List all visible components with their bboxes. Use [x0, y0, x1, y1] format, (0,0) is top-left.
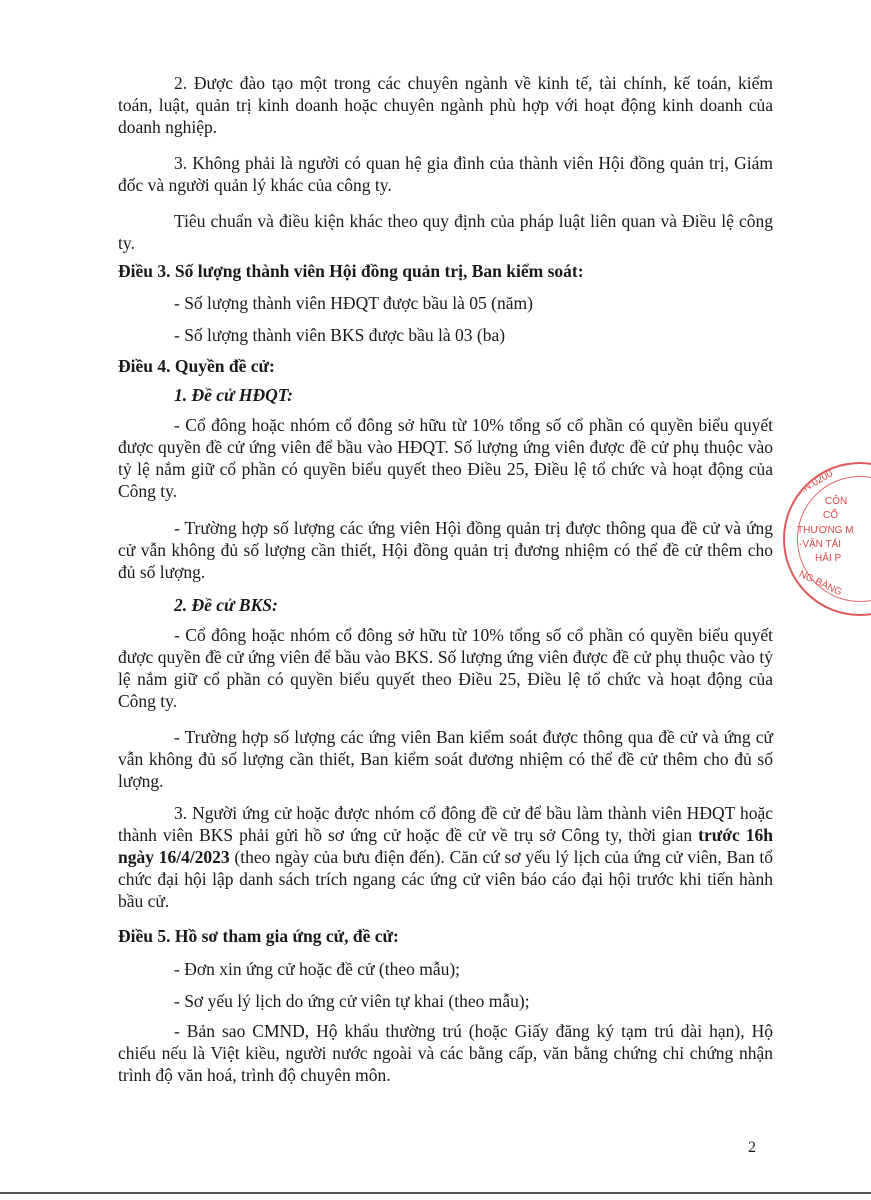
seal-text-line: HẢI P — [815, 553, 842, 564]
seal-text-line: CỔ — [823, 510, 838, 521]
article-3-item-hdqt: - Số lượng thành viên HĐQT được bầu là 05 (năm) — [174, 293, 533, 313]
article-4-para-3-text-b: (theo ngày của bưu điện đến). Căn cứ sơ yếu lý lịch của ứng cử viên, Ban tổ chức đại hội lập danh sách trích ngang các ứng cử viên báo cáo đại hội trước khi tiến hành bầu cử. — [118, 847, 773, 911]
article-4-section-2-para-1: - Cổ đông hoặc nhóm cổ đông sở hữu từ 10% tổng số cổ phần có quyền biểu quyết được quyền đề cử ứng viên để bầu vào BKS. Số lượng ứng viên được đề cử phụ thuộc vào tỷ lệ nắm giữ cổ phần có quyền biểu quyết theo Điều 25, Điều lệ tổ chức và hoạt động của Công ty. — [118, 625, 773, 711]
deadline-text: trước 16h ngày 16/4/2023 — [118, 825, 773, 867]
article-4-title: Điều 4. Quyền đề cử: — [118, 356, 275, 376]
seal-text-line: -VẬN TẢI — [799, 539, 842, 550]
article-4-para-3-text-a: 3. Người ứng cử hoặc được nhóm cổ đông đề cử để bầu làm thành viên HĐQT hoặc thành viên BKS phải gửi hồ sơ ứng cử hoặc đề cử về trụ sở Công ty, thời gian — [118, 803, 773, 845]
seal-text-line: CÔN — [825, 496, 848, 507]
article-3-title: Điều 3. Số lượng thành viên Hội đồng quản trị, Ban kiểm soát: — [118, 261, 584, 281]
company-seal-stamp — [783, 462, 871, 616]
article-5-item-application: - Đơn xin ứng cử hoặc đề cử (theo mẫu); — [174, 959, 461, 979]
article-5-title: Điều 5. Hồ sơ tham gia ứng cử, đề cử: — [118, 926, 399, 946]
article-4-para-3 — [118, 802, 773, 912]
page-number: 2 — [748, 1139, 756, 1156]
article-4-section-1-para-2: - Trường hợp số lượng các ứng viên Hội đồng quản trị được thông qua đề cử và ứng cử vẫn không đủ số lượng cần thiết, Hội đồng quản trị đương nhiệm có thể đề cử thêm cho đủ số lượng. — [118, 518, 773, 582]
paragraph-criteria-3: 3. Không phải là người có quan hệ gia đình của thành viên Hội đồng quản trị, Giám đốc và người quản lý khác của công ty. — [118, 153, 773, 195]
article-4-section-1-para-1: - Cổ đông hoặc nhóm cổ đông sở hữu từ 10% tổng số cổ phần có quyền biểu quyết được quyền đề cử ứng viên để bầu vào HĐQT. Số lượng ứng viên được đề cử phụ thuộc vào tỷ lệ nắm giữ cổ phần có quyền biểu quyết theo Điều 25, Điều lệ tổ chức và hoạt động của Công ty. — [118, 415, 773, 501]
article-3-item-bks: - Số lượng thành viên BKS được bầu là 03 (ba) — [174, 325, 506, 345]
article-5-item-documents: - Bản sao CMND, Hộ khẩu thường trú (hoặc Giấy đăng ký tạm trú dài hạn), Hộ chiếu nếu là Việt kiều, người nước ngoài và các bằng cấp, văn bằng chứng chỉ chứng nhận trình độ văn hoá, trình độ chuyên môn. — [118, 1021, 773, 1085]
article-4-section-2-title: 2. Đề cử BKS: — [174, 595, 278, 615]
article-5-item-cv: - Sơ yếu lý lịch do ứng cử viên tự khai (theo mẫu); — [174, 991, 530, 1011]
article-4-section-2-para-2: - Trường hợp số lượng các ứng viên Ban kiểm soát được thông qua đề cử và ứng cử vẫn không đủ số lượng cần thiết, Ban kiểm soát đương nhiệm có thể đề cử thêm cho đủ số lượng. — [118, 727, 773, 791]
paragraph-criteria-2: 2. Được đào tạo một trong các chuyên ngành về kinh tế, tài chính, kế toán, kiểm toán, luật, quản trị kinh doanh hoặc chuyên ngành phù hợp với hoạt động kinh doanh của doanh nghiệp. — [118, 73, 773, 137]
seal-text-bottom-arc: NG BÀNG — [797, 568, 844, 599]
scan-bottom-edge — [0, 1192, 871, 1194]
seal-text-registration: Đ.N:0200 — [792, 468, 835, 499]
paragraph-other-criteria: Tiêu chuẩn và điều kiện khác theo quy định của pháp luật liên quan và Điều lệ công ty. — [118, 211, 773, 253]
seal-text-line: THƯƠNG M — [797, 525, 854, 536]
article-4-section-1-title: 1. Đề cử HĐQT: — [174, 385, 294, 405]
